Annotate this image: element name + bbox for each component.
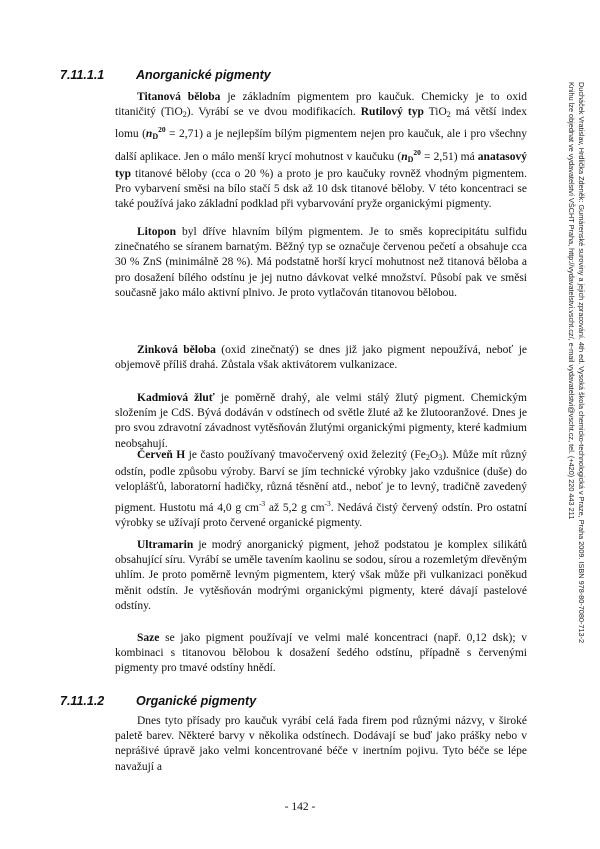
section-heading-inorganic (60, 68, 271, 82)
term-red-h: Červeň H (137, 449, 186, 461)
section-heading-organic (60, 694, 256, 708)
body-cadmium-yellow (115, 391, 527, 452)
paragraph-lithopone: Litopon byl dříve hlavním bílým pigmentem. Je to směs koprecipitátu sulfidu zinečnatého se síranem barnatým. Běžný typ se označuje červenou pečetí a obsahuje cca 30 % ZnS (minimálně 28 %). Má podstatně horší krycí mohutnost než titanová běloba a pro dosažení bílého odstínu je jej nutno dávkovat velké množství. Působí pak ve směsi současně jako málo aktivní plnivo. Je proto vytlačován titanovou bělobou. (115, 226, 527, 299)
section-title: Organické pigmenty (136, 694, 257, 708)
paragraph-red-h: Červeň H je často používaný tmavočervený oxid železitý $(Fe_2O_3)$. Může mít různý odstín, podle způsobu výroby. Barví se jím technické výrobky jako vzdušnice (duše) do veloplášťů, laboratorní hadičky, různá těsnění atd., neboť je to levný, tradičně zavedený pigment. Hustotu má 4,0 g $cm^{-3}$ až 5,2 g $cm^{-3}$. Nedává čistý červený odstín. Pro ostatní výrobky se užívají proto červené organické pigmenty. (115, 449, 527, 529)
term-cadmium-yellow: Kadmiová žluť (137, 392, 215, 404)
order-info-line: Knihu lze objednat ve vydavatelství VŠCHT Praha, http://vydavatelstvi.vscht.cz/, e-mail vydavatelstvi@vscht.cz, tel. (+420) 220 443 211 (567, 82, 576, 520)
paragraph-titanium-white: Titanová běloba je základním pigmentem pro kaučuk. Chemicky je to oxid titaničitý (TiO$_2$). Vyrábí se ve dvou modifikacích. Rutilový typ TiO$_2$ má větší index lomu $(n_D^{20} = 2,71)$ a je nejlepším bílým pigmentem nejen pro kaučuk, ale i pro všechny další aplikace. Jen o málo menší krycí mohutnost v kaučuku $(n_D^{20} = 2,51)$ má anatasový typ titanové běloby (cca o 20 %) a proto je pro kaučuky rovněž vhodným pigmentem. Pro vybarvení směsi na bílo stačí 5 dsk až 10 dsk titanové běloby. V této koncentraci se také používá jako základní podklad při vybarvování pryže organickými pigmenty. (115, 91, 527, 211)
term-lithopone: Litopon (137, 226, 176, 238)
section-title: Anorganické pigmenty (136, 68, 271, 82)
term-ultramarine: Ultramarin (137, 539, 194, 551)
paragraph-carbon-black: Saze se jako pigment používají ve velmi malé koncentraci (např. 0,12 dsk); v kombinaci s titanovou bělobou k dosažení šedého odstínu, případně s červenými pigmenty pro tmavé odstíny hnědí. (115, 632, 527, 675)
citation-line: Ducháček Vratislav, Hrdlička Zdeněk: Gumárenské suroviny a jejich zpracování. 4th ed. Vysoká škola chemicko-technologická v Praze, Praha 2009. ISBN 978-80-7080-713-2 (577, 82, 586, 644)
section-number: 7.11.1.2 (60, 694, 105, 708)
body-ultramarine (115, 538, 527, 614)
paragraph-organic-intro: Dnes tyto přísady pro kaučuk vyrábí celá řada firem pod různými názvy, v široké paletě barev. Některé barvy v několika odstínech. Dodávají se buď jako prášky nebo v neprášivé úpravě jako velmi koncentrované béče v inertním pojivu. Tyto béče se lépe navažují a (115, 715, 527, 773)
body-zinc-white (115, 343, 527, 373)
term-carbon-black: Saze (137, 632, 160, 644)
page-number: - 142 - (284, 801, 316, 813)
term-anatase: anatasový typ (115, 150, 527, 180)
paragraph-cadmium-yellow: Kadmiová žluť je poměrně drahý, ale velmi stálý žlutý pigment. Chemickým složením je CdS. Bývá dodáván v odstínech od světle žluté až ke žlutooranžové. Dnes je pro svou zdravotní závadnost vytěsňován žlutými organickými pigmenty, které kadmium neobsahují. (115, 392, 527, 450)
term-titanium-white: Titanová běloba (137, 91, 221, 103)
body-carbon-black (115, 631, 527, 677)
citation-sidebar (566, 82, 594, 682)
term-rutile: Rutilový typ (360, 106, 424, 119)
body-organic (115, 714, 527, 775)
body-red-h (115, 448, 527, 531)
term-zinc-white: Zinková běloba (137, 344, 216, 356)
body-lithopone (115, 225, 527, 301)
paragraph-ultramarine: Ultramarin je modrý anorganický pigment, jehož podstatou je komplex silikátů obsahující síru. Vyrábí se uměle tavením kaolinu se sodou, sírou a rozemletým dřevěným uhlím. Je proto poměrně levným pigmentem, který však může při vulkanizaci poněkud měnit odstín. Je vytěsňován modrými organickými pigmenty, které dávají pastelové odstíny. (115, 539, 527, 612)
section-number: 7.11.1.1 (60, 68, 105, 82)
paragraph-zinc-white: Zinková běloba (oxid zinečnatý) se dnes již jako pigment nepoužívá, neboť je objemově příliš drahá. Zůstala však aktivátorem vulkanizace. (115, 344, 528, 372)
body-inorganic (115, 90, 527, 212)
